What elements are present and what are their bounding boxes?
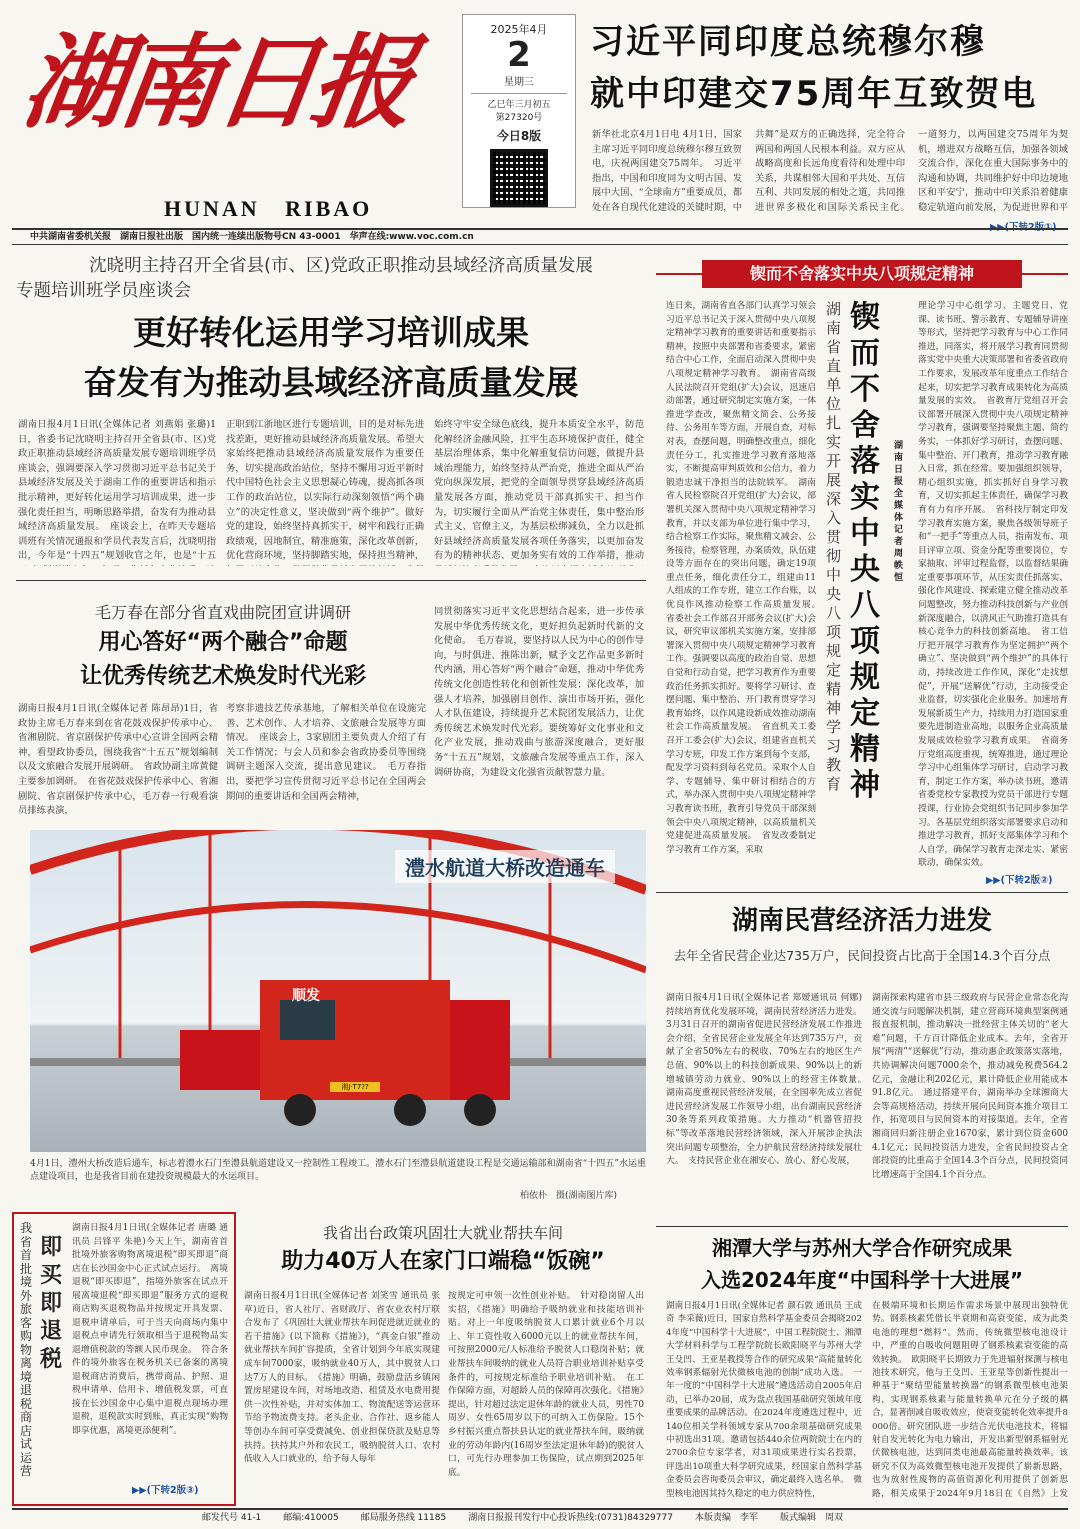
article5-col1: 湖南日报4月1日讯(全媒体记者 颜石敦 通讯员 王成奇 李采薇)近日，国家自然科学基金委员会揭晓2024年度“中国科学十大进展”，中国工程院院士、湘潭大学材料科学与工程学院院长欧阳晓平与苏州大学王殳凹、王亚星教授等合作的研究成果“高能量转化效率钢系辐射光伏微核电池的创制”成功入选。 一年一度的“中国科学十大进展”遴选活动自2005年启动，已举办20届，成为盘点我国基础研究领域年度重要成果的品牌活动。在2024年度遴选过程中，近140位相关学科领域专家从700余项基础研究成果中初选出31项。邀请包括440余位两院院士在内的2700余位专家学者，对31项成果进行实名投票，评选出10项重大科学研究成果，经国家自然科学基金委员会咨询委员会审议，确定最终入选名单。 微型核电池因其持久稳定的电力供应特性，: [666, 1301, 862, 1499]
tax-refund-text: 湖南日报4月1日讯(全媒体记者 唐璐 通讯员 吕锋平 朱艳)今天上午，湖南省首批境外旅客购物离境退税“即买即退”商店在长沙国金中心正式试点运行。 离境退税“即买即退”，指境外旅客在试点开展离境退税“即买即退”服务方式的退税商店购买退税物品并按规定开具发票、退税申请单后，可于当天向商场内集中退税点申请先行领取相当于退税物品实退增值税款的等额人民币现金。 符合条件的境外旅客在税务机关已备案的离境退税商店消费后，携带商品、护照、退税申请单、信用卡、增值税发票，可直接在长沙国金中心集中退税点现场办理退税，退税款实时到账，真正实现“购物即享优惠，离境更添便利”。: [72, 1223, 228, 1436]
divider: [656, 1226, 1068, 1227]
lead-col2: 共舞”是双方的正确选择，完全符合两国和两国人民根本利益。双方应从战略高度和长远角度看待和处理中印关系，共谋相邻大国和平共处、互信互利、共同发展的相处之道，共同推进世界多极化和国际关系民主化。: [755, 129, 905, 213]
article1-col1: 湖南日报4月1日讯(全媒体记者 刘燕娟 张璐)1日，省委书记沈晓明主持召开全省县(市、区)党政正职推动县域经济高质量发展专题培训班学员座谈会，强调要深入学习贯彻习近平总书记关于县域经济发展及关于湖南工作的重要讲话和指示批示精神，更好转化运用学习培训成果，进一步强化责任担当，明晰思路举措，奋发有为推动县域经济高质量发展。 座谈会上，在昨天专题培训班有关情况通报和学员代表发言后，沈晓明指出，今年是“十四五”规划收官之年，也是“十五: [18, 419, 216, 562]
article5-title-line1: 湘潭大学与苏州大学合作研究成果: [712, 1236, 1012, 1260]
article2-kicker: 毛万春在部分省直戏曲院团宣讲调研: [94, 603, 351, 622]
article4-subtitle: 去年全省民营企业达735万户，民间投资占比高于全国14.3个百分点: [673, 948, 1051, 963]
photo-title: 澧水航道大桥改造通车: [395, 850, 615, 883]
date-year-month: 2025年4月: [490, 23, 548, 36]
photo-credit: 柏依朴 摄(湖南图片库): [520, 1191, 618, 1201]
article6-col2: 按规定可申领一次性创业补贴。 针对稳岗留人出实招，《措施》明确给予吸纳就业和技能培训补贴。对上一年度吸纳脱贫人口累计就业6个月以上、年工资性收入6000元以上的就业帮扶车间，可按照2000元/人标准给予脱贫人口稳岗补贴；就业帮扶车间吸纳的就业人员符合职业培训补贴享受条件的，可按规定标准给予职业培训补贴。 在工作保障方面，对超龄人员的保障再次强化。《措施》提出，针对超过法定退休年龄的就业人员，男性70周岁、女性65周岁以下的可纳入工伤保险。15个乡村振兴重点帮扶县认定的就业帮扶车间，吸纳就业的劳动年龄内(16周岁至法定退休年龄)的脱贫人口，可先行办理参加工伤保险，试点期到2025年底。: [448, 1291, 644, 1478]
article1-kicker: [16, 254, 646, 304]
article6-title: 助力40万人在家门口端稳“饭碗”: [281, 1249, 605, 1274]
lead-col1: 新华社北京4月1日电 4月1日，国家主席习近平同印度总统穆尔穆互致贺电，庆祝两国建交75周年。 习近平指出，中国和印度同为文明古国、发展中大国、“全球南方”重要成员，都处在各自现代化建设的关键时期，中: [592, 129, 742, 213]
tax-refund-vertical-title: 即买即退税: [40, 1235, 63, 1372]
article3-continued[interactable]: ▶▶(下转2版②): [986, 875, 1053, 886]
article3-vertical-sub: 湖南省直单位扎实开展深入贯彻中央八项规定精神学习教育: [826, 300, 842, 793]
article1-title: [16, 308, 646, 408]
footer: [12, 1508, 1068, 1524]
tax-refund-continued[interactable]: ▶▶(下转2版③): [132, 1485, 199, 1496]
bridge-photo: [30, 830, 646, 1152]
date-day: 2: [507, 35, 531, 75]
article2-col2: 考察非遗技艺传承基地，了解相关单位在设施完善、艺术创作、人才培养、文旅融合发展等方面情况。 座谈会上，3家剧团主要负责人介绍了有关工作情况；与会人员和参会省政协委员等围绕调研主题深入交流，提出意见建议。 毛万春指出，要把学习宣传贯彻习近平总书记在全国两会期间的重要讲话和全国两会精神，: [226, 703, 426, 802]
article1-title-line1: 更好转化运用学习培训成果: [133, 313, 529, 352]
info-line-text: 中共湖南省委机关报 湖南日报社出版 国内统一连续出版物号CN 43-0001 华声在线:www.voc.com.cn: [30, 232, 474, 242]
article5-title: [656, 1232, 1068, 1296]
photo-caption: 4月1日，澧州大桥改造后通车，标志着澧水石门至澧县航道建设又一控制性工程竣工。澧水石门至澧县航道建设工程是交通运输部和湖南省“十四五”水运重点建设项目，也是我省目前在建投资规模最大的水运项目。: [30, 1159, 646, 1182]
logo-pinyin: HUNAN RIBAO: [164, 196, 373, 221]
article3-vertical-title: 锲而不舍落实中央八项规定精神: [850, 300, 880, 803]
article6-kicker: 我省出台政策巩固壮大就业帮扶车间: [322, 1224, 563, 1242]
article2-title: [18, 626, 428, 694]
article1-kicker-line1: 沈晓明主持召开全省县(市、区)党政正职推动县域经济高质量发展: [89, 256, 593, 276]
footer-complaint: 湖南日报报刊发行中心投诉热线:(0731)84329777: [468, 1513, 673, 1523]
tax-refund-vertical-sub: 我省首批境外旅客购物离境退税商店试运营: [20, 1221, 33, 1478]
article6-col1: 湖南日报4月1日讯(全媒体记者 刘笑雪 通讯员 张草)近日，省人社厅、省财政厅、省农业农村厅联合发布了《巩固壮大就业帮扶车间促进就近就业的若干措施》(以下简称《措施》)，“真金白银”推动就业帮扶车间扩容提质，全省计划到今年底实现建成车间7000家，吸纳就业40万人，其中脱贫人口达7万人的目标。 《措施》明确，鼓励盘活乡镇闲置房屋建设车间，对场地改造、租赁及水电费用提供一次性补贴，并对实体加工、物流配送等运营环节给予物流费支持。老头企业、合作社、返乡能人等创办车间可享受费减免、创业担保贷款及贴息等扶持。扶持其户外和农民工，吸纳脱贫人口、农村低收入人口就业的，给予每人每年: [244, 1291, 440, 1465]
banner-text: 锲而不舍落实中央八项规定精神: [702, 260, 1022, 288]
article5-col2: 在极端环境和长期运作需求场景中展现出独特优势。钢系核素凭借长半衰期和高衰变能，成为此类电池的理想“燃料”。然而，传统微型核电池设计中，严重的自吸收问题阻碍了钢系核素衰变能的高效转换。 欧阳晓平长期致力于先进辐射探测与核电池技术研究，他与王殳凹、王亚星等创新性提出一种基于“聚结型能量转换器”的钢系微型核电池架构，实现钢系核素与能量转换单元在分子级的耦合，显著削减自吸收效应，使衰变能转化效率提升8000倍。研究团队进一步结合光伏电池技术，将辐射自发光转化为电力输出，开发出新型钢系辐射光伏微核电池，达到同类电池最高能量转换效率。该研究不仅为高效微型核电池开发提供了崭新思路，也为放射性废物的高值资源化利用提供了创新思路，相关成果于2024年9月18日在《自然》上发: [872, 1301, 1068, 1499]
article3-byline: 湖南日报全媒体记者 周帙恒: [894, 441, 913, 583]
page-count: 今日8版: [496, 129, 542, 143]
article2-title-line1: 用心答好“两个融合”命题: [98, 630, 348, 655]
article1-col2: 正职到江浙地区进行专题培训，目的是对标先进找差距，更好推动县域经济高质量发展。希望大家始终把推动县域经济高质量发展作为重要任务，切实提高政治站位，坚持不懈用习近平新时代中国特色社会主义思想凝心铸魂，提高抓各项工作的政治站位，以实际行动深刻领悟“两个确立”的决定性意义，坚决做到“两个维护”。做好党的建设，始终坚持真抓实干，树牢和践行正确政绩观，因地制宜，精准施策，深化改革创新，优化营商环境，坚持脚踏实地，保持担当精神，: [226, 419, 424, 562]
article3-col1: 连日来，湖南省直各部门认真学习领会习近平总书记关于深入贯彻中央八项规定精神学习教育的重要讲话和重要指示精神，按照中央部署和省委要求，紧密结合中心工作，全面启动深入贯彻中央八项规定精神学习教育。 湖南省高级人民法院召开党组(扩大)会议，迅速启动部署，通过研究制定实施方案，一体推进学查改，聚焦精文简会、公务接待、公务用车等方面，开展自查，对标对表，查摆问题，明确整改重点，细化责任分工，扎实推进学习教育落地落实，不断提高审判质效和公信力，着力锻造忠诚干净担当的法院铁军。 湖南省人民检察院召开党组(扩大)会议，部署机关深入贯彻中央八项规定精神学习教育，并以支部为单位进行集中学习，结合检察工作实际，聚焦精文减会、公务接待，检察管理，办案质效，队伍建设等方面存在的突出问题，确定19项重点任务，细化责任分工，组建由11人组成的工作专班，建立工作台账，以优良作风推动检察工作高质量发展。 省委社会工作部召开部务会议(扩大)会议，研究审议部机关实施方案，安排部署深入贯彻中央八项规定精神学习教育工作。强调要以高度的政治自觉、思想自觉和行动自觉，把学习教育作为重要政治任务抓实抓好。要将学习研讨、查摆问题、集中整治、开门教育贯穿学习教育始终，以作风建设新成效推动湖南社会工作高质量发展。 省直机关工委召开工委会(扩大)会议，组建省直机关学习专班，印发工作方案到每个支部，配发学习资料到每名党员。采取个人自学、专题辅导、集中研讨相结合的方式，举办深入贯彻中央八项规定精神学习教育读书班，教育引导党员干部深刻领会中央八项规定精神，以高质量机关党建促进高质量发展。 省发改委制定学习教育工作方案，采取: [666, 301, 816, 855]
issue-number: 第27320号: [495, 113, 543, 123]
masthead-info-line: [12, 228, 1068, 245]
truck-plate: 湘J·T7??: [341, 1083, 369, 1091]
article3-col2: 理论学习中心组学习、主题党日、党课、读书班、警示教育、专题辅导讲座等形式，坚持把学习教育与中心工作同推进，同落实，将开展学习教育同贯彻落实党中央重大决策部署和省委省政府工作要求，发展改革年度重点工作结合起来，切实把学习教育成果转化为高质量发展的实效。 省教育厅党组召开会议部署开展深入贯彻中央八项规定精神学习教育，强调要坚持聚焦主题、简约务实，一体抓好学习研讨，查摆问题、集中整治、开门教育，推动学习教育融入日常，抓在经常。要加强组织领导，精心组织实施，抓实抓好自身学习教育，又切实抓起主体责任，确保学习教育有力有序开展。 省科技厅制定印发学习教育实施方案，聚焦各级领导班子和“一把手”等重点人员，指南发布、项目评审立项、资金分配等重要岗位，专家抽取、评审过程监督，以监督结果确定重要事项环节，从压实责任抓落实、强化作风建设、探索建立健全推动改革问题整改，努力推动科技创新与产业创新深度融合，以清风正气助推打造具有核心竞争力的科技创新高地。 省工信厅把开展学习教育作为坚定拥护“两个确立”、坚决做到“两个维护”的具体行动，持续改进工作作风，深化“走找想促”，开展“送解优”行动，主动接受企业监督，切实强化企业服务。加速培育发展新质生产力，持续用力打造国家重要先进制造业高地，以服务企业高质量发展成效检验学习教育成果。 省商务厅党组高度重视，统筹推进，通过理论学习中心组集体学习研讨，启动学习教育，制定工作方案，举办读书班，邀请省委党校专家教授为党员干部进行专题授课，行业协会党组织书记同步参加学习。各基层党组织落实部署要求启动和推进学习教育，抓好支部集体学习和个人自学，确保学习教育走深走实、紧密联动，确保实效。: [918, 301, 1068, 869]
article2-title-line2: 让优秀传统艺术焕发时代光彩: [79, 664, 366, 689]
date-lunar: 乙巳年三月初五: [487, 100, 551, 110]
banner-frame: [656, 256, 1068, 292]
footer-editor: 本版责编 李军: [694, 1513, 758, 1523]
article5-title-line2: 入选2024年度“中国科学十大进展”: [701, 1268, 1023, 1292]
lead-title-line1: 习近平同印度总统穆尔穆: [590, 22, 986, 62]
tax-refund-box: [12, 1212, 236, 1506]
lead-col3: 一道努力，以两国建交75周年为契机，增进双方战略互信，加强各领域交流合作，深化在重大国际事务中的沟通和协调，共同维护好中印边境地区和平安宁，推动中印关系沿着健康稳定轨道向前发展，为促进世界和平: [918, 129, 1068, 213]
masthead-logo: [15, 8, 434, 221]
article1-kicker-line2: 专题培训班学员座谈会: [16, 281, 191, 301]
lead-continued[interactable]: ▶▶(下转2版①): [990, 222, 1057, 233]
article1-col3: 始终守牢安全绿色底线，提升本质安全水平，防范化解经济金融风险，扛牢生态环境保护责任，健全基层治理体系，集中化解重复信访问题，做提升县域治理能力，始终坚持从严治党，推进全面从严治党向纵深发展，把党的全面领导贯穿县域经济高质量发展各方面，推动党员干部真抓实干、担当作为，切实履行全面从严治党主体责任，集中整治形式主义、官僚主义，为基层松绑减负，全力以赴抓好县域经济高质量发展各项任务落实，以更加奋发有为的精神状态、更加务实有效的工作举措，推动: [434, 419, 644, 562]
lead-title: [590, 16, 1070, 120]
article4-title: 湖南民营经济活力进发: [731, 906, 992, 936]
footer-postal: 邮发代号 41-1: [202, 1513, 262, 1523]
truck-cab-text: 顺发: [292, 988, 320, 1004]
footer-layout-editor: 版式编辑 周双: [779, 1513, 843, 1523]
divider: [16, 580, 646, 581]
date-weekday: 星期三: [504, 77, 534, 88]
article4-col2: 湖南探索构建省市县三级政府与民营企业常态化沟通交流与问题解决机制，建立营商环境典型案例通报直报机制，推动解决一批经营主体关切的“老大难”问题，千方百计降低企业成本。去年，全省开展“两清”“送解优”行动，推动惠企政策落实落地，共协调解决问题7000余个，推动减免税费564.2亿元，金融让利202亿元，累计降低企业用能成本91.8亿元。 通过搭建平台，湖南举办全球湘商大会等高规格活动，持续开展向民间资本推介项目工作，拓宽项目与民间资本的对接渠道。去年，全省湘商回归新注册企业1670家，累计到位资金6004.1亿元；民间投资活力进发，全省民间投资占全部投资的比重高于全国14.3个百分点，民间投资同比增速高于全国4.1个百分点。: [872, 993, 1068, 1180]
qr-code-icon[interactable]: [490, 149, 548, 207]
article4-col1: 湖南日报4月1日讯(全媒体记者 郑嫒通讯员 何娜)持续培育优化发展环境，湖南民营经济活力进发。3月31日召开的湖南省促进民营经济发展工作推进会介绍，全省民营企业发展全年达到735万户，贡献了全省50%左右的税收、70%左右的地区生产总值、90%以上的科技创新成果、90%以上的新增城镇劳动力就业、90%以上的经营主体数量。 湖南高度重视民营经济发展，在全国率先成立省促进民营经济发展工作领导小组，出台湖南民营经济30条等系列政策措施。大力推动“机器管招投标”等改革落地民营经济领域，深入开展涉企执法突出问题专项整治，全力护航民营经济持续发展壮大。 支持民营企业在湘安心、放心、舒心发展，: [666, 993, 862, 1167]
lead-title-line2: 就中印建交75周年互致贺电: [590, 74, 1038, 114]
article2-col3: 同贯彻落实习近平文化思想结合起来，进一步传承发展中华优秀传统文化，更好担负起新时代新的文化使命。 毛万春说，要坚持以人民为中心的创作导向，与时俱进、推陈出新，赋予文艺作品更多新时代内涵，用心答好“两个融合”命题，推动中华优秀传统文化创造性转化和创新性发展；深化改革，加强人才培养，加强剧目创作、演出市场开拓，强化人才队伍建设，持续提升艺术院团发展活力，让优秀传统艺术焕发时代光彩。要统筹好文化事业和文化产业发展，推动戏曲与旅游深度融合，更好服务“十五五”规划，文旅融合发展等重点工作，深入调研协商，为建设文化强省贡献智慧力量。: [434, 606, 644, 778]
footer-hotline: 邮局服务热线 11185: [360, 1513, 447, 1523]
logo-text: 湖南日报: [15, 23, 417, 143]
article1-title-line2: 奋发有为推动县域经济高质量发展: [83, 363, 579, 402]
footer-zip: 邮编:410005: [283, 1513, 339, 1523]
divider: [656, 892, 1068, 893]
article2-col1: 湖南日报4月1日讯(全媒体记者 陈昂昂)1日，省政协主席毛万春来到在省花鼓戏保护传承中心、省湘剧院、省京剧保护传承中心宣讲全国两会精神，看望政协委员，围绕我省“十五五”规划编制以及文旅融合发展开展调研。 省政协副主席黄健主要参加调研。 在省花鼓戏保护传承中心、省湘剧院、省京剧保护传承中心，毛万春一行观看演员排练表演，: [18, 703, 218, 817]
date-box: [462, 14, 576, 208]
